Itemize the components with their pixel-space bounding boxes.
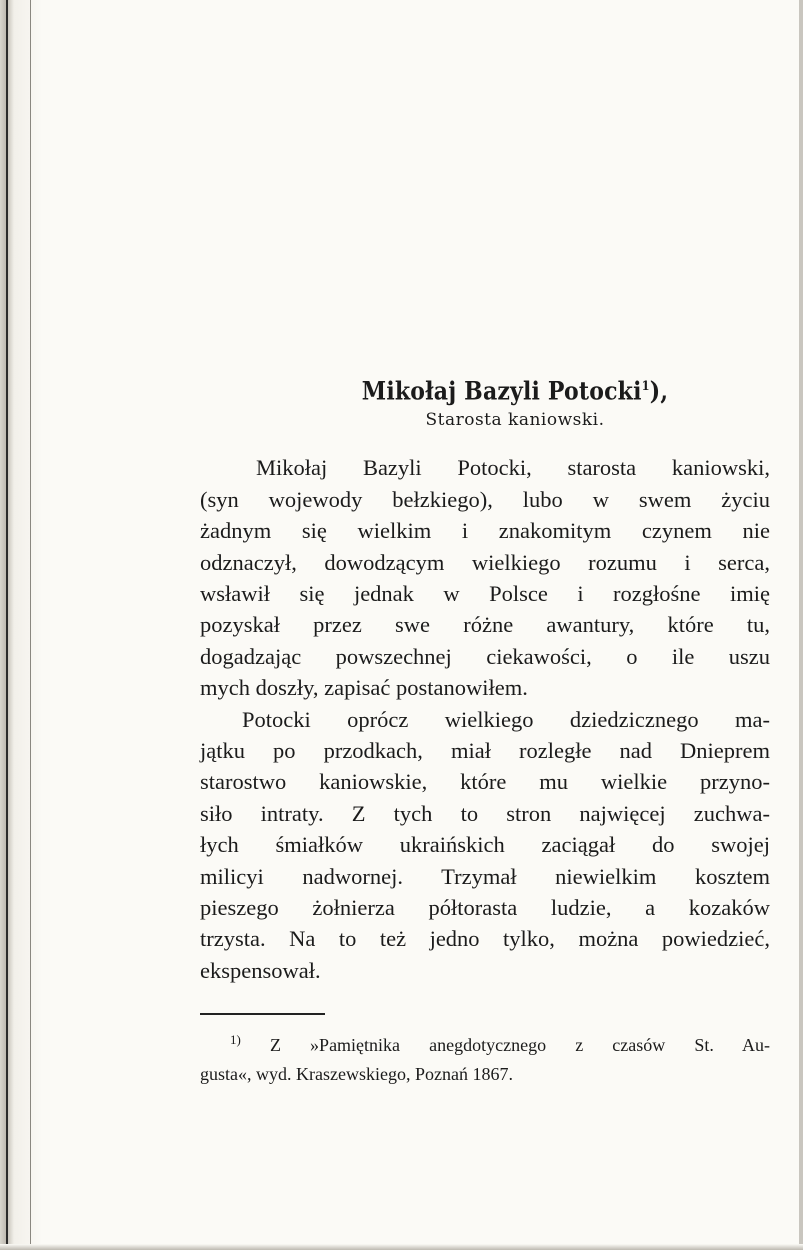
page-right-edge bbox=[799, 0, 803, 1250]
text-line: odznaczył, dowodzącym wielkiego rozumu i serca, bbox=[200, 549, 770, 575]
footnote-rule bbox=[200, 1013, 325, 1015]
page-content bbox=[200, 370, 770, 1089]
paragraph-1 bbox=[200, 452, 770, 703]
page-bottom-edge bbox=[0, 1244, 803, 1250]
text-line: Potocki oprócz wielkiego dziedzicznego ma- bbox=[242, 706, 770, 732]
text-line: siło intraty. Z tych to stron najwięcej zuchwa- bbox=[200, 800, 770, 826]
text-line: Mikołaj Bazyli Potocki, starosta kaniowski, bbox=[256, 455, 770, 481]
text-line: ekspensował. bbox=[200, 957, 321, 983]
chapter-title-suffix: ), bbox=[649, 376, 669, 406]
text-line: mych doszły, zapisać postanowiłem. bbox=[200, 675, 528, 701]
footnote bbox=[200, 1025, 770, 1089]
text-line: pozyskał przez swe różne awantury, które tu, bbox=[200, 612, 770, 638]
text-line: jątku po przodkach, miał rozległe nad Dnieprem bbox=[200, 737, 770, 763]
text-line: (syn wojewody bełzkiego), lubo w swem życiu bbox=[200, 486, 770, 512]
text-line: dogadzając powszechnej ciekawości, o ile uszu bbox=[200, 643, 770, 669]
binding-inner-line bbox=[30, 0, 31, 1250]
text-line: trzysta. Na to też jedno tylko, można powiedzieć, bbox=[200, 926, 770, 952]
text-line: łych śmiałków ukraińskich zaciągał do swojej bbox=[200, 832, 770, 858]
text-line: pieszego żołnierza półtorasta ludzie, a kozaków bbox=[200, 895, 770, 921]
text-line: żadnym się wielkim i znakomitym czynem nie bbox=[200, 518, 770, 544]
text-line: wsławił się jednak w Polsce i rozgłośne imię bbox=[200, 580, 770, 606]
footnote-line: gusta«, wyd. Kraszewskiego, Poznań 1867. bbox=[200, 1064, 513, 1085]
chapter-subtitle: Starosta kaniowski. bbox=[425, 410, 605, 431]
chapter-title bbox=[291, 370, 740, 408]
text-line: milicyi nadwornej. Trzymał niewielkim kosztem bbox=[200, 863, 770, 889]
footnote-line: $^{1)}$ Z »Pamiętnika anegdotycznego z czasów St. Au- bbox=[230, 1032, 770, 1056]
footnote-ref: 1 bbox=[641, 379, 650, 394]
chapter-title-text: Mikołaj Bazyli Potocki bbox=[361, 376, 642, 406]
text-line: starostwo kaniowskie, które mu wielkie przyno- bbox=[200, 769, 770, 795]
paragraph-2 bbox=[200, 704, 770, 987]
binding-edge-line bbox=[6, 0, 8, 1250]
footnote-mark: 1) bbox=[230, 1032, 241, 1048]
